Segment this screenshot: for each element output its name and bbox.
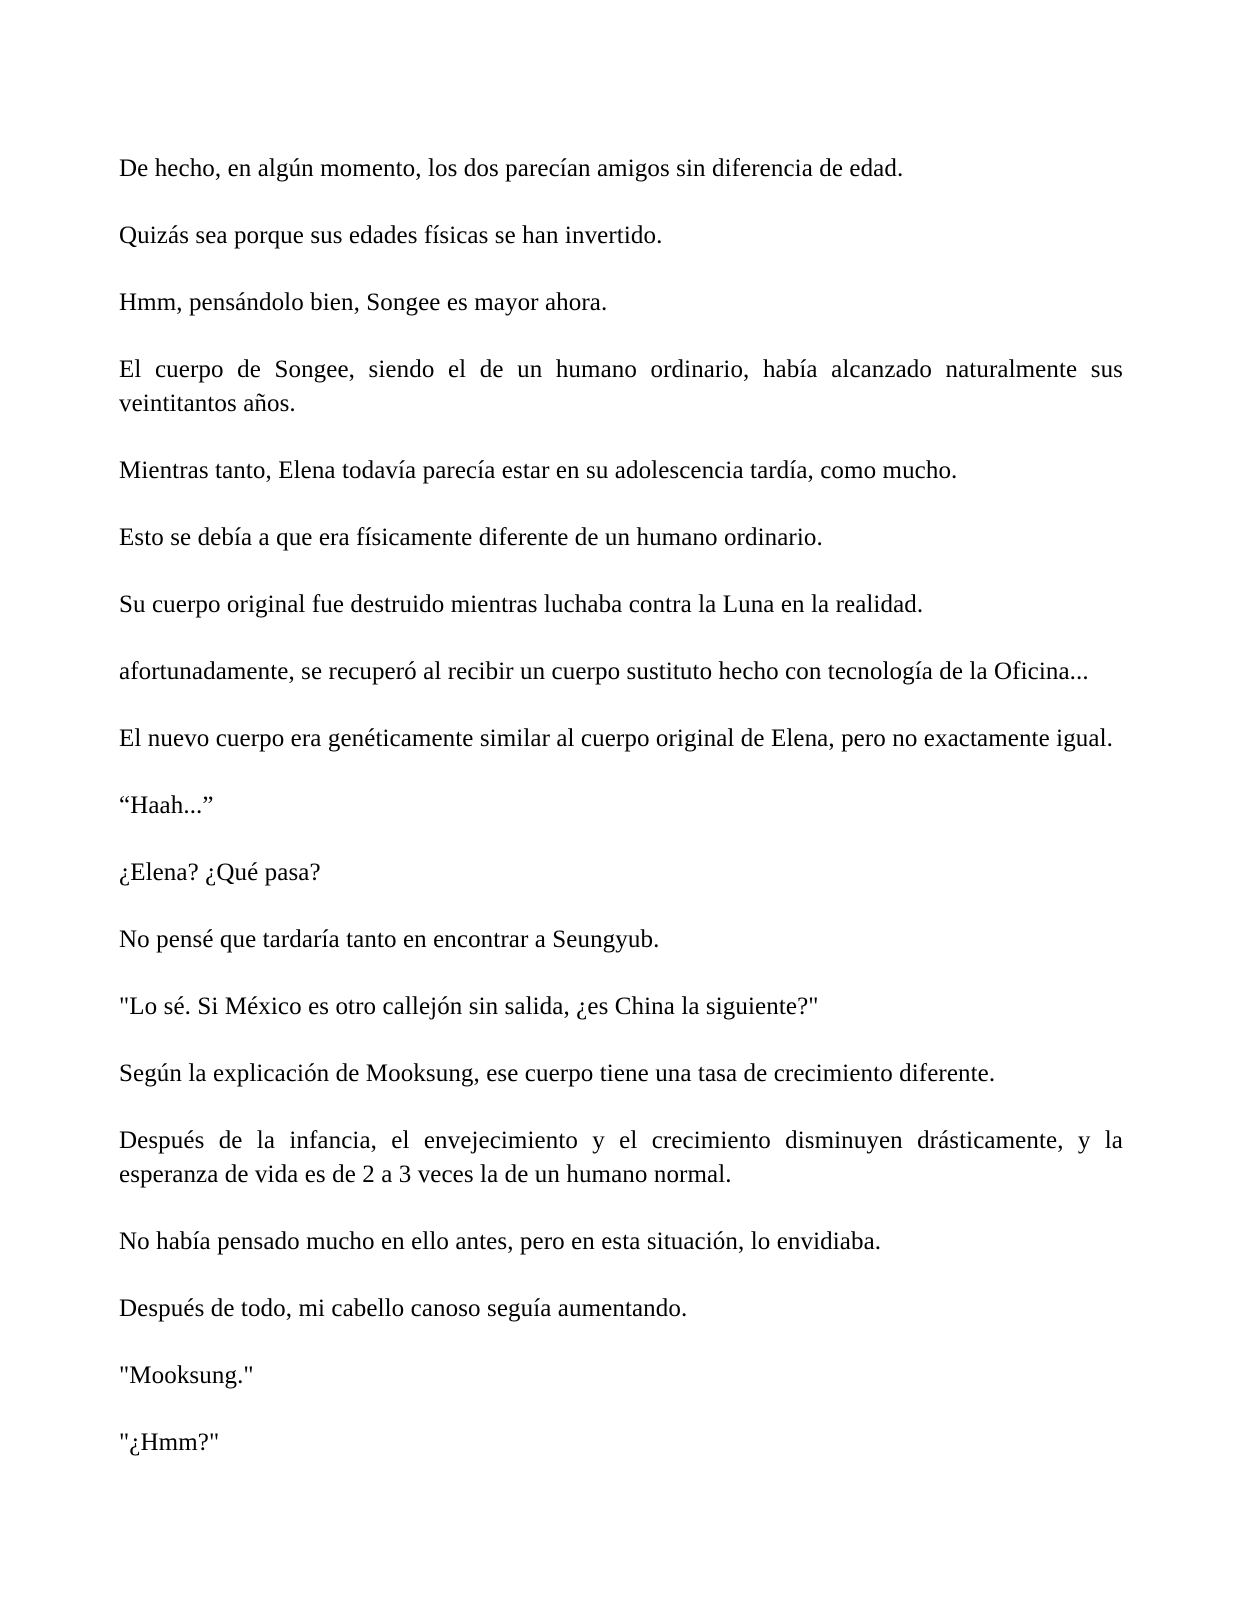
paragraph-3: Hmm, pensándolo bien, Songee es mayor ahora. (119, 289, 608, 316)
paragraph-2: Quizás sea porque sus edades físicas se han invertido. (119, 222, 663, 249)
paragraph-8: afortunadamente, se recuperó al recibir un cuerpo sustituto hecho con tecnología de la Oficina... (119, 658, 1089, 685)
paragraph-11: ¿Elena? ¿Qué pasa? (119, 859, 321, 886)
paragraph-1: De hecho, en algún momento, los dos parecían amigos sin diferencia de edad. (119, 155, 904, 182)
paragraph-19: "¿Hmm?" (119, 1429, 220, 1456)
paragraph-7: Su cuerpo original fue destruido mientras luchaba contra la Luna en la realidad. (119, 591, 924, 618)
paragraph-4: El cuerpo de Songee, siendo el de un humano ordinario, había alcanzado naturalmente sus veintitantos años. (119, 356, 1123, 417)
paragraph-10: “Haah...” (119, 792, 214, 819)
paragraph-5: Mientras tanto, Elena todavía parecía estar en su adolescencia tardía, como mucho. (119, 457, 958, 484)
document-page (119, 152, 1123, 1493)
paragraph-13: "Lo sé. Si México es otro callejón sin salida, ¿es China la siguiente?" (119, 993, 819, 1020)
paragraph-12: No pensé que tardaría tanto en encontrar a Seungyub. (119, 926, 660, 953)
paragraph-14: Según la explicación de Mooksung, ese cuerpo tiene una tasa de crecimiento diferente. (119, 1060, 996, 1087)
paragraph-15: Después de la infancia, el envejecimiento y el crecimiento disminuyen drásticamente, y la esperanza de vida es de 2 a 3 veces la de un humano normal. (119, 1127, 1123, 1188)
paragraph-16: No había pensado mucho en ello antes, pero en esta situación, lo envidiaba. (119, 1228, 882, 1255)
paragraph-9: El nuevo cuerpo era genéticamente similar al cuerpo original de Elena, pero no exactamente igual. (119, 725, 1113, 752)
paragraph-17: Después de todo, mi cabello canoso seguía aumentando. (119, 1295, 688, 1322)
paragraph-6: Esto se debía a que era físicamente diferente de un humano ordinario. (119, 524, 823, 551)
paragraph-18: "Mooksung." (119, 1362, 254, 1389)
